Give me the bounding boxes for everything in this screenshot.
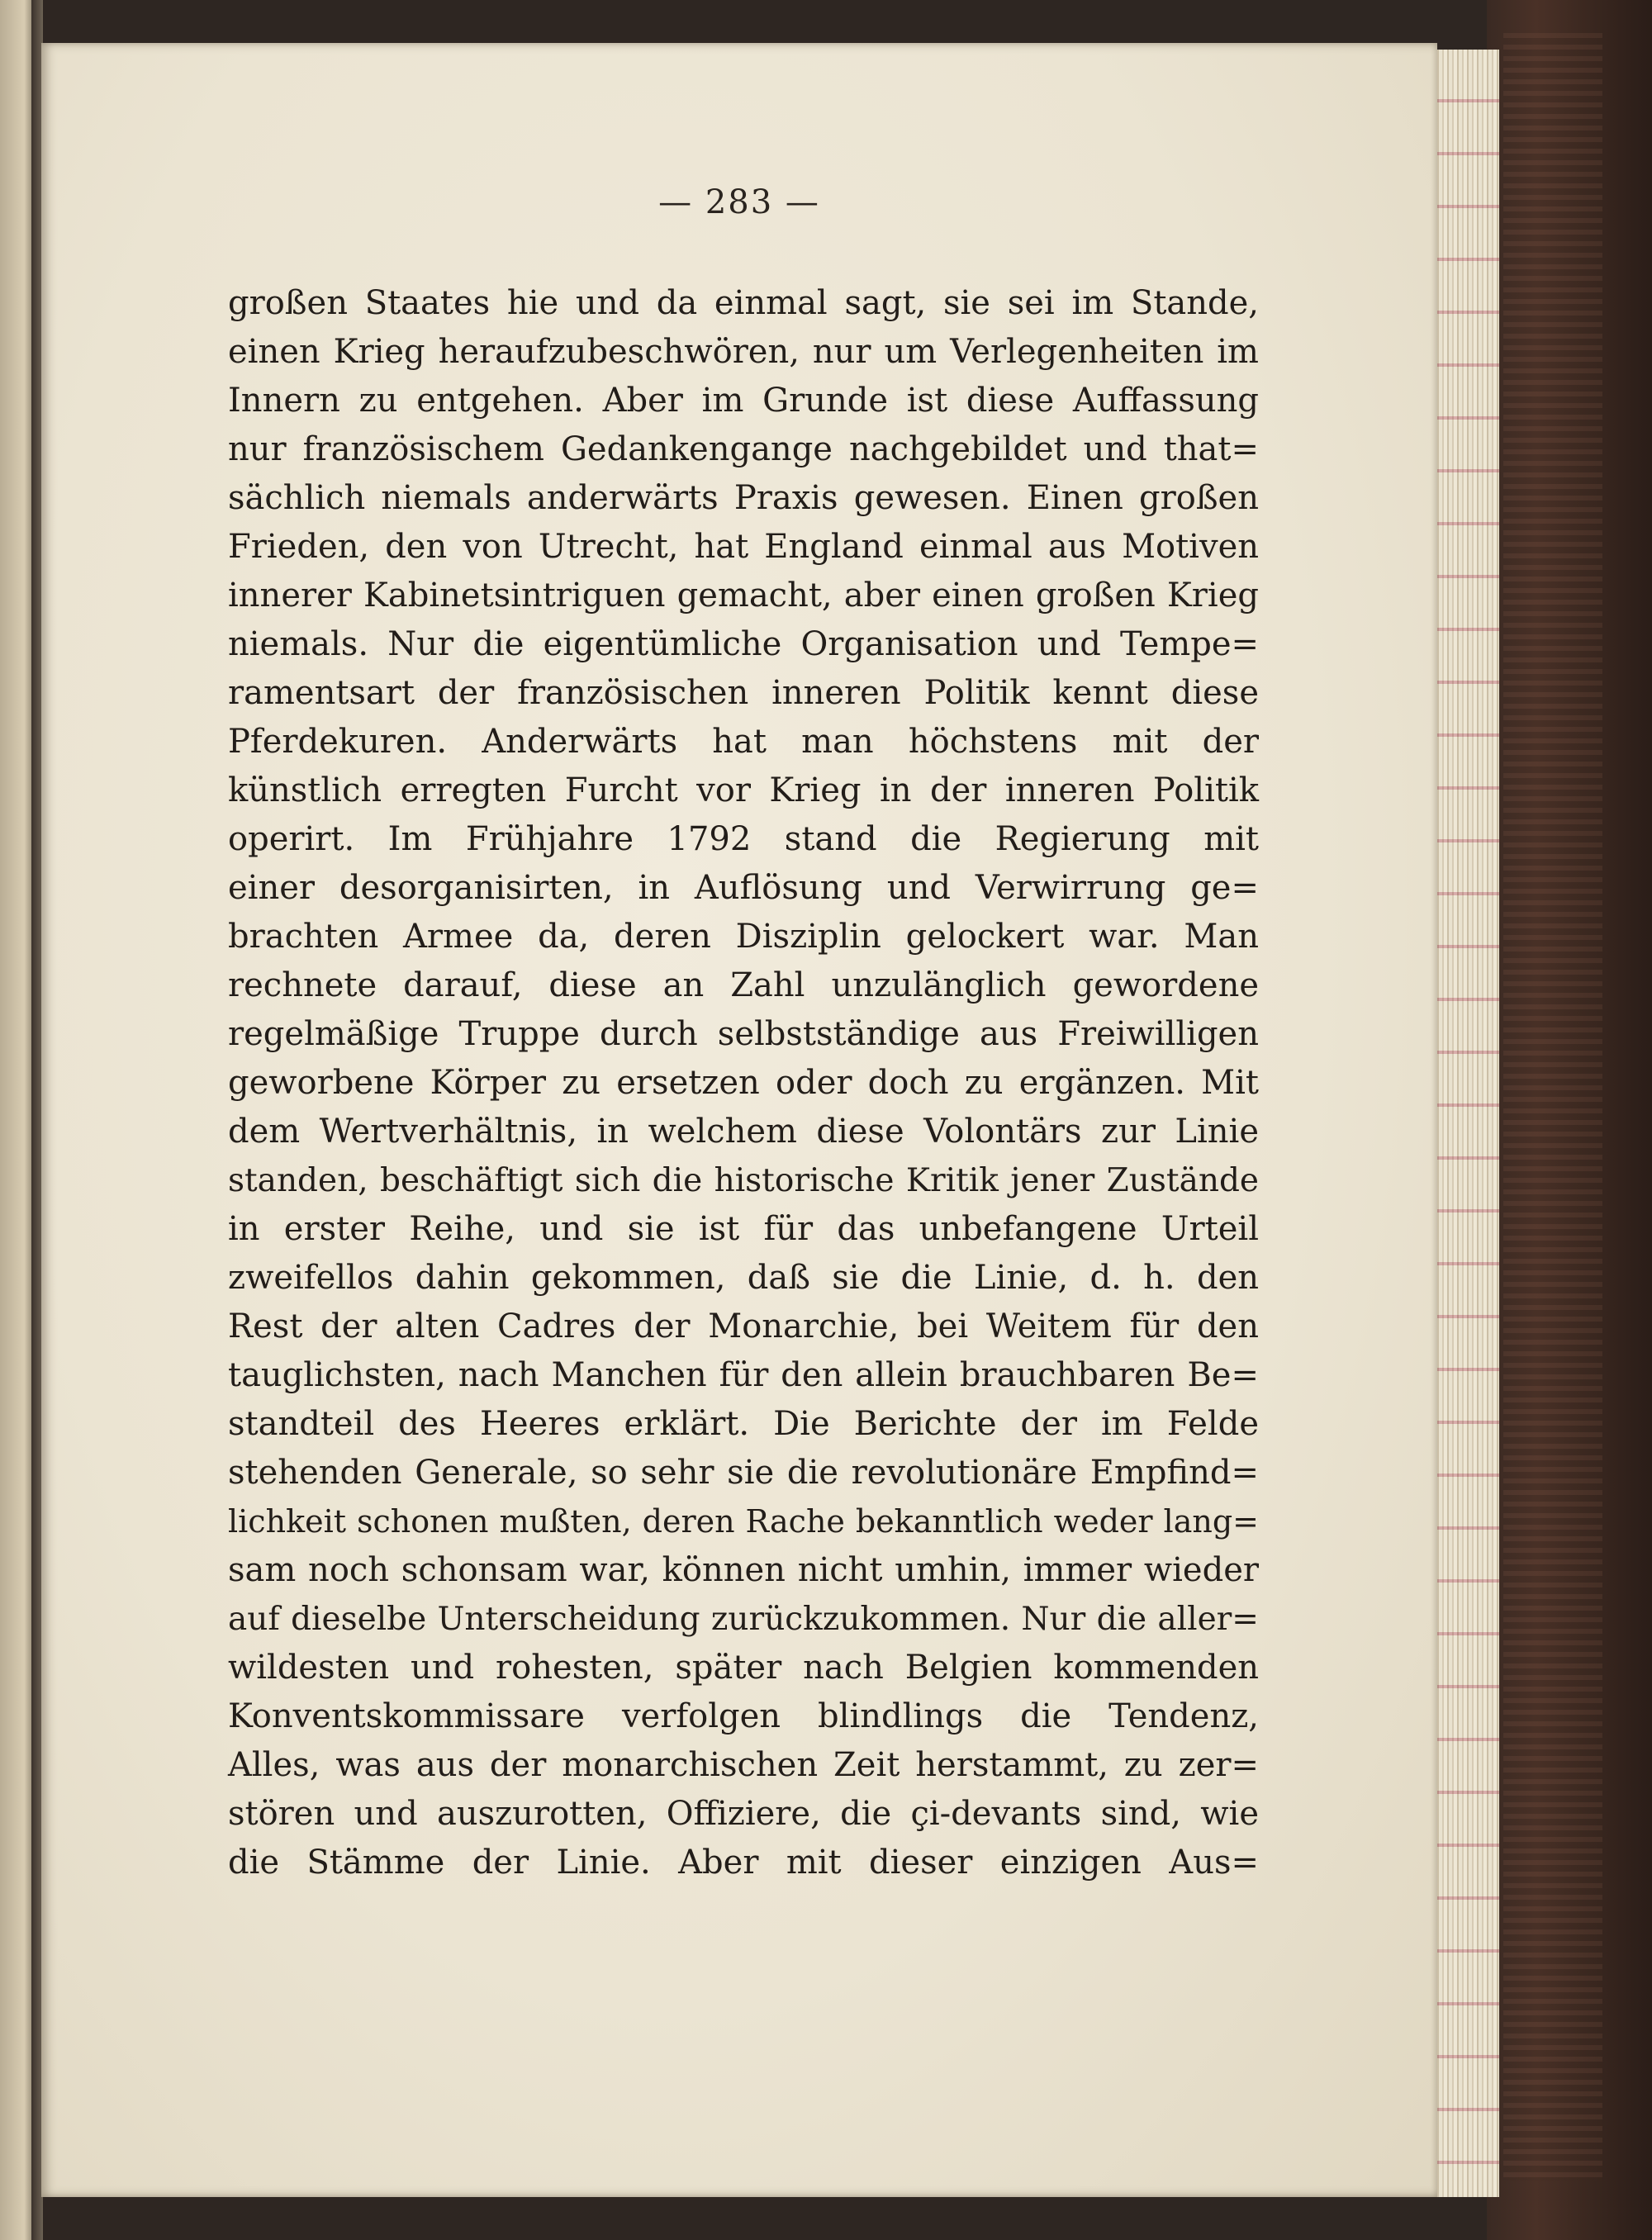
text-line: brachten Armee da, deren Disziplin gelockert war. Man	[228, 918, 1259, 956]
text-line: in erster Reihe, und sie ist für das unbefangene Urteil	[228, 1210, 1259, 1248]
book-page	[41, 43, 1437, 2197]
text-line: standen, beschäftigt sich die historische Kritik jener Zustände	[228, 1162, 1259, 1199]
text-line: lichkeit schonen mußten, deren Rache bekanntlich weder lang=	[228, 1503, 1259, 1540]
previous-page-edge	[0, 0, 35, 2240]
text-line: geworbene Körper zu ersetzen oder doch zu ergänzen. Mit	[228, 1064, 1259, 1102]
text-line: stehenden Generale, so sehr sie die revolutionäre Empfind=	[228, 1454, 1259, 1492]
text-line: zweifellos dahin gekommen, daß sie die Linie, d. h. den	[228, 1259, 1259, 1297]
binding-texture	[1503, 33, 1602, 2181]
text-line: stören und auszurotten, Offiziere, die çi-devants sind, wie	[228, 1795, 1259, 1833]
page-number: — 283 —	[658, 183, 820, 221]
text-line: Alles, was aus der monarchischen Zeit herstammt, zu zer=	[228, 1746, 1259, 1784]
page-edges	[1429, 50, 1499, 2197]
text-line: Innern zu entgehen. Aber im Grunde ist diese Auffassung	[228, 382, 1259, 420]
text-line: standteil des Heeres erklärt. Die Berichte der im Felde	[228, 1405, 1259, 1443]
text-line: großen Staates hie und da einmal sagt, sie sei im Stande,	[228, 284, 1259, 322]
text-line: dem Wertverhältnis, in welchem diese Volontärs zur Linie	[228, 1113, 1259, 1151]
text-line: sächlich niemals anderwärts Praxis gewesen. Einen großen	[228, 479, 1259, 517]
text-line: einer desorganisirten, in Auflösung und Verwirrung ge=	[228, 869, 1259, 907]
text-line: regelmäßige Truppe durch selbstständige aus Freiwilligen	[228, 1015, 1259, 1053]
text-line: tauglichsten, nach Manchen für den allein brauchbaren Be=	[228, 1356, 1259, 1394]
text-line: Konventskommissare verfolgen blindlings die Tendenz,	[228, 1697, 1259, 1735]
text-line: rechnete darauf, diese an Zahl unzulänglich gewordene	[228, 966, 1259, 1004]
text-line: nur französischem Gedankengange nachgebildet und that=	[228, 430, 1259, 468]
body-text	[228, 279, 1259, 1887]
text-line: Frieden, den von Utrecht, hat England einmal aus Motiven	[228, 528, 1259, 566]
text-line: wildesten und rohesten, später nach Belgien kommenden	[228, 1649, 1259, 1687]
text-line: operirt. Im Frühjahre 1792 stand die Regierung mit	[228, 820, 1259, 858]
text-line: auf dieselbe Unterscheidung zurückzukommen. Nur die aller=	[228, 1601, 1259, 1638]
text-line: einen Krieg heraufzubeschwören, nur um Verlegenheiten im	[228, 333, 1259, 371]
text-line: innerer Kabinetsintriguen gemacht, aber einen großen Krieg	[228, 577, 1259, 615]
text-line: sam noch schonsam war, können nicht umhin, immer wieder	[228, 1551, 1259, 1589]
text-line: Pferdekuren. Anderwärts hat man höchstens mit der	[228, 723, 1259, 761]
text-line: niemals. Nur die eigentümliche Organisation und Tempe=	[228, 625, 1259, 663]
text-line: ramentsart der französischen inneren Politik kennt diese	[228, 674, 1259, 712]
text-line: die Stämme der Linie. Aber mit dieser einzigen Aus=	[228, 1844, 1259, 1882]
text-line: Rest der alten Cadres der Monarchie, bei Weitem für den	[228, 1307, 1259, 1345]
text-line: künstlich erregten Furcht vor Krieg in der inneren Politik	[228, 771, 1259, 809]
